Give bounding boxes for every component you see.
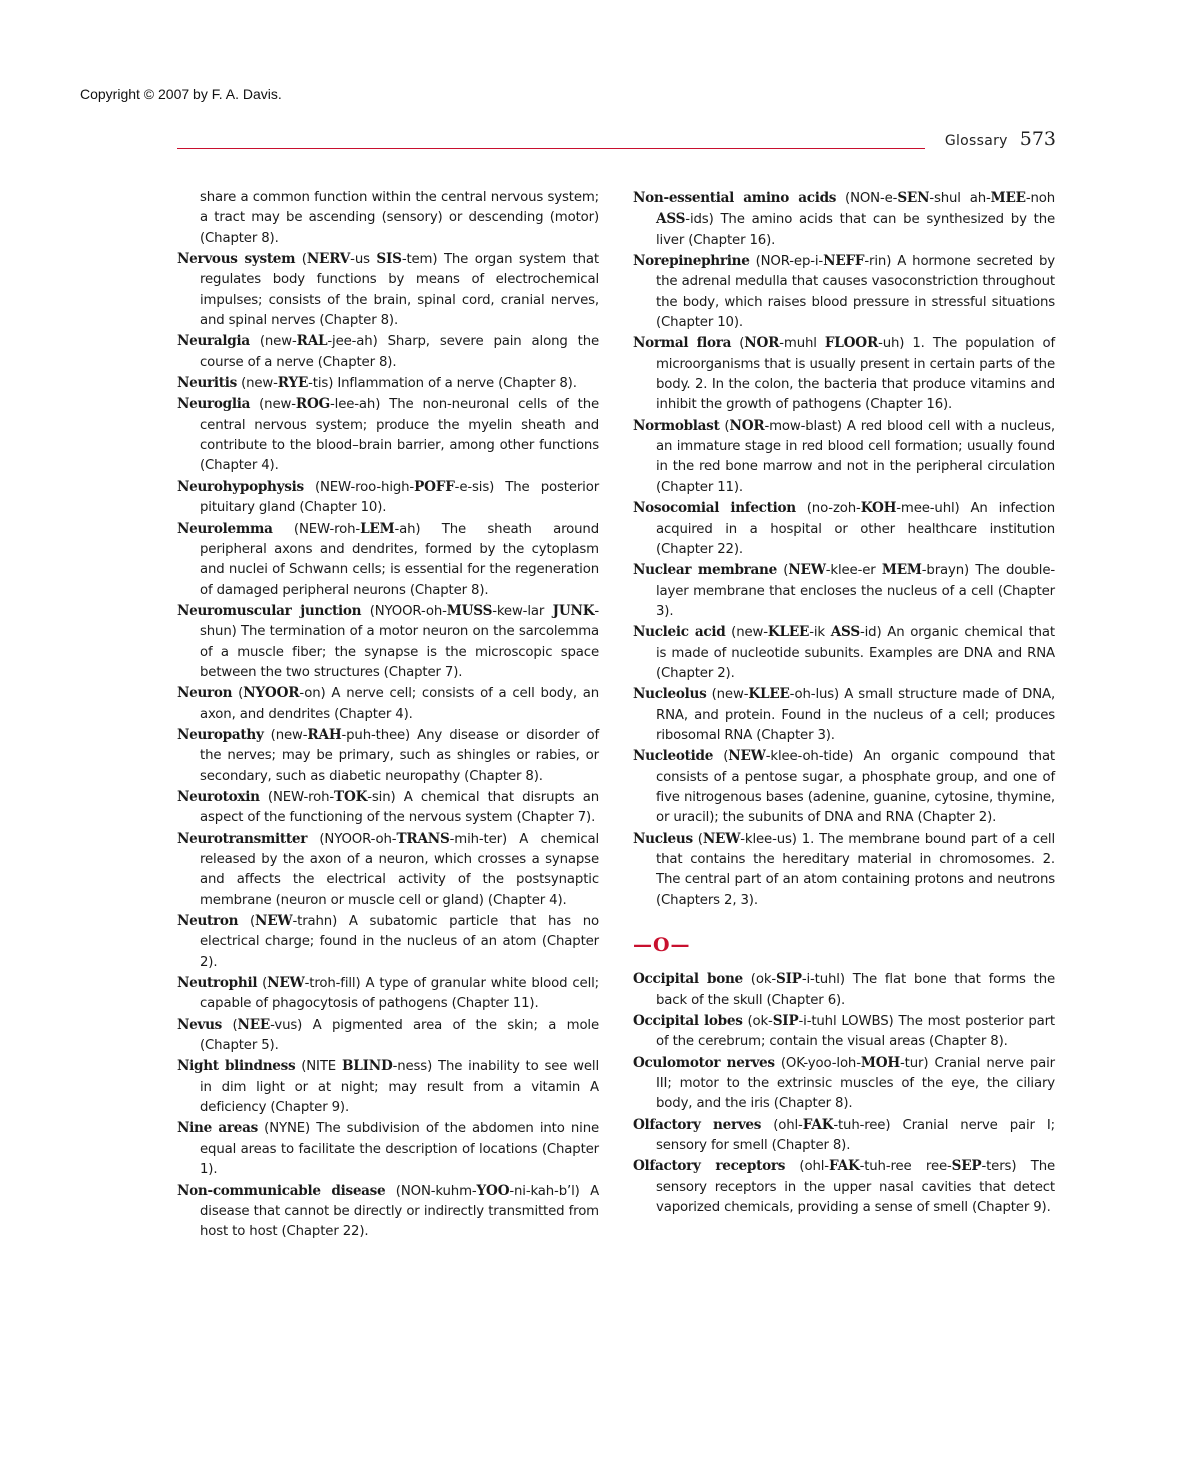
stressed-syllable: NEW bbox=[728, 748, 766, 765]
glossary-entry bbox=[633, 560, 1055, 622]
glossary-definition: The posterior pituitary gland (Chapter 10). bbox=[200, 479, 600, 516]
syllable: -mee-uhl bbox=[896, 501, 955, 517]
syllable: -tis bbox=[308, 376, 329, 392]
pronunciation: (NITE BLIND-ness) bbox=[301, 1058, 433, 1075]
syllable: -ik bbox=[809, 625, 831, 641]
glossary-entry bbox=[177, 1015, 599, 1057]
stressed-syllable: POFF bbox=[414, 478, 455, 495]
syllable: -tem bbox=[401, 252, 433, 268]
stressed-syllable: NERV bbox=[306, 251, 351, 268]
pronunciation: (new-RAH-puh-thee) bbox=[270, 726, 411, 743]
stressed-syllable: MOH bbox=[860, 1054, 900, 1071]
pronunciation: (NEW-roh-LEM-ah) bbox=[293, 520, 421, 537]
glossary-definition: A chemical that disrupts an aspect of the functioning of the nervous system (Chapter 7). bbox=[200, 789, 599, 826]
glossary-entry bbox=[177, 477, 599, 519]
glossary-term: Nucleolus bbox=[633, 686, 707, 703]
stressed-syllable: MEM bbox=[881, 562, 922, 579]
syllable: -tur bbox=[900, 1055, 924, 1071]
glossary-term: Neurotoxin bbox=[177, 788, 260, 805]
pronunciation: (new-KLEE-oh-lus) bbox=[711, 686, 840, 703]
pronunciation: (new-ROG-lee-ah) bbox=[259, 396, 381, 413]
glossary-term: Nevus bbox=[177, 1016, 223, 1033]
syllable: -klee-us bbox=[740, 831, 792, 847]
stressed-syllable: FLOOR bbox=[824, 335, 879, 352]
glossary-definition: A subatomic particle that has no electrical charge; found in the nucleus of an atom (Chapter 2). bbox=[200, 914, 600, 970]
stressed-syllable: NEW bbox=[267, 975, 305, 992]
glossary-definition: The termination of a motor neuron on the sarcolemma of a muscle fiber; the synapse is the microscopic space between the two structures (Chapter 7). bbox=[200, 624, 599, 680]
glossary-entry bbox=[633, 188, 1055, 251]
pronunciation: (NOR-muhl FLOOR-uh) bbox=[739, 335, 905, 352]
stressed-syllable: SIP bbox=[772, 1013, 799, 1030]
pronunciation: (NEW-klee-oh-tide) bbox=[723, 748, 854, 765]
page-number: 573 bbox=[1019, 128, 1056, 150]
syllable: -oh-lus bbox=[789, 687, 835, 703]
syllable: new- bbox=[264, 334, 297, 350]
glossary-entry bbox=[177, 1118, 599, 1180]
pronunciation: (NYOOR-oh-TRANS-mih-ter) bbox=[319, 830, 508, 847]
syllable: -ters bbox=[981, 1159, 1012, 1175]
glossary-entry bbox=[177, 683, 599, 725]
stressed-syllable: NOR bbox=[744, 335, 780, 352]
glossary-definition: Cranial nerve pair III; motor to the extrinsic muscles of the eye, the ciliary body, and the iris (Chapter 8). bbox=[656, 1055, 1056, 1112]
syllable: -tuh-ree ree- bbox=[859, 1159, 952, 1175]
glossary-definition: The most posterior part of the cerebrum; contain the visual areas (Chapter 8). bbox=[656, 1014, 1055, 1050]
glossary-definition: A red blood cell with a nucleus, an immature stage in red blood cell formation; usually found in the red bone marrow and not in the peripheral circulation (Chapter 11). bbox=[656, 418, 1055, 495]
pronunciation: (NYOOR-on) bbox=[238, 685, 326, 702]
pronunciation: (NEW-troh-fill) bbox=[262, 975, 361, 992]
running-head bbox=[945, 128, 1056, 150]
glossary-entry bbox=[633, 333, 1055, 415]
glossary-definition: The non-neuronal cells of the central nervous system; produce the myelin sheath and contribute to the blood–brain barrier, among other functions (Chapter 4). bbox=[200, 397, 599, 474]
glossary-term: Olfactory nerves bbox=[633, 1116, 762, 1133]
glossary-entry bbox=[177, 829, 599, 911]
syllable: -us bbox=[350, 252, 377, 268]
stressed-syllable: YOO bbox=[476, 1182, 510, 1199]
glossary-term: Neurohypophysis bbox=[177, 478, 304, 495]
glossary-entry bbox=[177, 601, 599, 683]
pronunciation: (ok-SIP-i-tuhl) bbox=[750, 971, 845, 988]
syllable: NOR-ep-i- bbox=[760, 254, 824, 270]
stressed-syllable: NYOOR bbox=[243, 685, 300, 702]
glossary-term: Norepinephrine bbox=[633, 253, 750, 270]
glossary-definition: The double-layer membrane that encloses the nucleus of a cell (Chapter 3). bbox=[656, 563, 1056, 619]
syllable: -muhl bbox=[779, 336, 825, 352]
glossary-term: Nucleotide bbox=[633, 748, 714, 765]
glossary-definition: Any disease or disorder of the nerves; may be primary, such as shingles or rabies, or secondary, such as diabetic neuropathy (Chapter 8). bbox=[200, 727, 600, 784]
syllable: -jee-ah bbox=[327, 334, 373, 350]
glossary-entry bbox=[177, 1181, 599, 1243]
syllable: -trahn bbox=[292, 914, 333, 930]
glossary-term: Non-essential amino acids bbox=[633, 190, 837, 206]
glossary-definition: The organ system that regulates body functions by means of electrochemical impulses; consists of the brain, spinal cord, cranial nerves, and spinal nerves (Chapter 8). bbox=[200, 252, 599, 329]
glossary-entry bbox=[633, 746, 1055, 828]
glossary-entry bbox=[633, 969, 1055, 1011]
glossary-entry bbox=[177, 519, 599, 601]
glossary-term: Neuron bbox=[177, 685, 233, 702]
glossary-entry bbox=[633, 498, 1055, 560]
pronunciation: (ok-SIP-i-tuhl LOWBS) bbox=[747, 1013, 894, 1030]
glossary-entry bbox=[177, 1056, 599, 1118]
syllable: -ids bbox=[685, 212, 709, 228]
syllable: -klee-oh-tide bbox=[765, 749, 849, 765]
glossary-term: Non-communicable disease bbox=[177, 1182, 386, 1199]
syllable: -e-sis bbox=[454, 479, 490, 495]
glossary-definition: The inability to see well in dim light or at night; may result from a vitamin A deficiency (Chapter 9). bbox=[200, 1059, 600, 1116]
glossary-definition: A disease that cannot be directly or indirectly transmitted from host to host (Chapter 22). bbox=[200, 1183, 600, 1240]
syllable: -rin bbox=[864, 254, 887, 270]
stressed-syllable: MUSS bbox=[446, 602, 493, 619]
glossary-term: Neutrophil bbox=[177, 975, 258, 992]
syllable: -lee-ah bbox=[330, 397, 376, 413]
stressed-syllable: BLIND bbox=[341, 1058, 393, 1075]
syllable: ok- bbox=[755, 972, 777, 988]
glossary-definition: A hormone secreted by the adrenal medulla that causes vasoconstriction throughout the body, which raises blood pressure in stressful situations (Chapter 10). bbox=[656, 254, 1056, 331]
pronunciation: (NEW-roh-TOK-sin) bbox=[267, 788, 396, 805]
pronunciation: (new-KLEE-ik ASS-id) bbox=[731, 624, 882, 641]
glossary-entry bbox=[177, 188, 599, 249]
syllable: NYNE bbox=[269, 1121, 306, 1137]
syllable: new- bbox=[716, 687, 749, 703]
stressed-syllable: ASS bbox=[830, 624, 860, 641]
pronunciation: (NOR-mow-blast) bbox=[724, 417, 842, 434]
stressed-syllable: RAL bbox=[296, 333, 328, 350]
stressed-syllable: NEFF bbox=[823, 253, 865, 270]
glossary-entry bbox=[633, 251, 1055, 333]
pronunciation: (OK-yoo-loh-MOH-tur) bbox=[780, 1054, 929, 1071]
syllable: -ah bbox=[394, 521, 416, 537]
glossary-definition: 1. The membrane bound part of a cell that contains the hereditary material in chromosomes. 2. The central part of an atom containing protons and neutrons (Chapters 2, 3). bbox=[656, 831, 1055, 908]
syllable: -shun bbox=[200, 603, 600, 640]
glossary-entry bbox=[177, 725, 599, 787]
running-head-section: Glossary bbox=[944, 133, 1008, 149]
letter-section-heading: —O— bbox=[633, 934, 691, 957]
syllable: NITE bbox=[306, 1059, 342, 1075]
syllable: NON-e- bbox=[850, 191, 898, 206]
stressed-syllable: RYE bbox=[277, 375, 309, 392]
glossary-definition: Cranial nerve pair I; sensory for smell (Chapter 8). bbox=[656, 1117, 1055, 1154]
syllable: new- bbox=[246, 376, 278, 392]
glossary-definition: An infection acquired in a hospital or other healthcare institution (Chapter 22). bbox=[656, 501, 1056, 557]
glossary-entry bbox=[177, 911, 599, 973]
syllable: OK-yoo-loh- bbox=[785, 1055, 861, 1071]
copyright-notice: Copyright © 2007 by F. A. Davis. bbox=[80, 86, 282, 102]
stressed-syllable: MEE bbox=[990, 190, 1026, 206]
syllable: ohl- bbox=[778, 1117, 803, 1133]
glossary-term: Nuclear membrane bbox=[633, 562, 777, 579]
glossary-definition: An organic chemical that is made of nucleotide subunits. Examples are DNA and RNA (Chapter 2). bbox=[656, 625, 1055, 681]
syllable: -noh bbox=[1025, 191, 1056, 206]
stressed-syllable: SEN bbox=[897, 190, 930, 206]
pronunciation: (NYOOR-oh-MUSS-kew-lar JUNK-shun) bbox=[200, 602, 600, 640]
syllable: -ni-kah-b’l bbox=[509, 1183, 575, 1199]
syllable: -tuh-ree bbox=[833, 1117, 886, 1133]
glossary-entry bbox=[177, 331, 599, 373]
glossary-entry bbox=[633, 684, 1055, 746]
glossary-entry bbox=[633, 1053, 1055, 1115]
syllable: -brayn bbox=[921, 563, 964, 579]
pronunciation: (no-zoh-KOH-mee-uhl) bbox=[806, 500, 960, 517]
glossary-term: Neuromuscular junction bbox=[177, 602, 362, 619]
glossary-definition: Inflammation of a nerve (Chapter 8). bbox=[337, 376, 577, 392]
glossary-term: Night blindness bbox=[177, 1058, 296, 1075]
glossary-term: Neuropathy bbox=[177, 726, 264, 743]
pronunciation: (NON-kuhm-YOO-ni-kah-b’l) bbox=[395, 1182, 580, 1199]
stressed-syllable: NEW bbox=[788, 562, 826, 579]
pronunciation: (NEW-klee-us) bbox=[697, 830, 797, 847]
syllable: -vus bbox=[270, 1017, 298, 1033]
glossary-definition: share a common function within the central nervous system; a tract may be ascending (sensory) or descending (motor) (Chapter 8). bbox=[200, 190, 599, 246]
stressed-syllable: NEW bbox=[702, 830, 741, 847]
glossary-entry bbox=[177, 973, 599, 1015]
glossary-term: Nine areas bbox=[177, 1120, 259, 1137]
glossary-entry bbox=[633, 1156, 1055, 1218]
glossary-term: Neuritis bbox=[177, 375, 237, 392]
syllable: NEW-roh- bbox=[298, 521, 361, 537]
syllable: -sin bbox=[367, 789, 391, 805]
pronunciation: (NEW-trahn) bbox=[249, 913, 338, 930]
glossary-term: Neurotransmitter bbox=[177, 830, 308, 847]
glossary-term: Neuroglia bbox=[177, 396, 251, 413]
glossary-entry bbox=[633, 829, 1055, 911]
syllable: -ness bbox=[392, 1059, 428, 1075]
stressed-syllable: NEE bbox=[237, 1016, 271, 1033]
glossary-entry bbox=[633, 1011, 1055, 1053]
syllable: NEW-roo-high- bbox=[320, 479, 415, 495]
glossary-term: Neuralgia bbox=[177, 333, 250, 350]
syllable: NYOOR-oh- bbox=[324, 831, 397, 847]
pronunciation: (NERV-us SIS-tem) bbox=[301, 251, 438, 268]
stressed-syllable: KOH bbox=[860, 500, 897, 517]
glossary-term: Nucleus bbox=[633, 830, 693, 847]
glossary-definition: A type of granular white blood cell; capable of phagocytosis of pathogens (Chapter 11). bbox=[200, 976, 599, 1012]
stressed-syllable: FAK bbox=[828, 1158, 860, 1175]
glossary-definition: A pigmented area of the skin; a mole (Chapter 5). bbox=[200, 1017, 600, 1054]
syllable: -i-tuhl LOWBS bbox=[798, 1014, 889, 1030]
glossary-term: Olfactory receptors bbox=[633, 1158, 786, 1175]
glossary-term: Nosocomial infection bbox=[633, 500, 796, 517]
stressed-syllable: ASS bbox=[656, 211, 686, 228]
stressed-syllable: NEW bbox=[255, 913, 293, 930]
glossary-entry bbox=[177, 249, 599, 331]
stressed-syllable: JUNK bbox=[552, 602, 595, 619]
glossary-definition: Sharp, severe pain along the course of a nerve (Chapter 8). bbox=[200, 334, 599, 370]
glossary-term: Nervous system bbox=[177, 251, 296, 268]
stressed-syllable: ROG bbox=[295, 396, 331, 413]
syllable: -troh-fill bbox=[304, 976, 356, 992]
glossary-definition: The amino acids that can be synthesized by the liver (Chapter 16). bbox=[656, 212, 1055, 248]
glossary-definition: The subdivision of the abdomen into nine equal areas to facilitate the description of locations (Chapter 1). bbox=[200, 1121, 600, 1178]
pronunciation: (NEW-roo-high-POFF-e-sis) bbox=[314, 478, 495, 495]
glossary-column-right bbox=[633, 188, 1055, 1219]
glossary-entry bbox=[633, 416, 1055, 498]
syllable: new- bbox=[275, 727, 308, 743]
stressed-syllable: SIP bbox=[776, 971, 802, 988]
syllable: NON-kuhm- bbox=[400, 1183, 477, 1199]
glossary-entry bbox=[633, 1115, 1055, 1157]
syllable: -mow-blast bbox=[764, 418, 837, 434]
syllable: ok- bbox=[752, 1014, 773, 1030]
glossary-entry bbox=[633, 622, 1055, 684]
glossary-definition: A nerve cell; consists of a cell body, an axon, and dendrites (Chapter 4). bbox=[200, 686, 600, 722]
syllable: -i-tuhl bbox=[801, 972, 840, 988]
syllable: ohl- bbox=[804, 1159, 829, 1175]
glossary-definition: A small structure made of DNA, RNA, and protein. Found in the nucleus of a cell; produces ribosomal RNA (Chapter 3). bbox=[656, 687, 1056, 743]
stressed-syllable: KLEE bbox=[767, 624, 810, 641]
glossary-definition: The flat bone that forms the back of the skull (Chapter 6). bbox=[656, 972, 1056, 1008]
glossary-definition: The sheath around peripheral axons and dendrites, formed by the cytoplasm and nuclei of Schwann cells; is essential for the regeneration of damaged peripheral neurons (Chapter 8). bbox=[200, 521, 600, 598]
pronunciation: (NON-e-SEN-shul ah-MEE-noh ASS-ids) bbox=[656, 190, 1056, 228]
pronunciation: (NOR-ep-i-NEFF-rin) bbox=[755, 253, 892, 270]
pronunciation: (ohl-FAK-tuh-ree) bbox=[773, 1116, 891, 1133]
pronunciation: (NEE-vus) bbox=[232, 1016, 303, 1033]
syllable: NEW-roh- bbox=[272, 789, 335, 805]
glossary-term: Occipital lobes bbox=[633, 1013, 743, 1030]
glossary-definition: An organic compound that consists of a pentose sugar, a phosphate group, and one of five nitrogenous bases (adenine, guanine, cytosine, thymine, or uracil); the subunits of DNA and RNA (Chapter 2). bbox=[656, 749, 1055, 826]
glossary-entry bbox=[177, 787, 599, 829]
glossary-definition: A chemical released by the axon of a neuron, which crosses a synapse and affects the electrical activity of the postsynaptic membrane (neuron or muscle cell or gland) (Chapter 4). bbox=[200, 831, 600, 908]
header-rule bbox=[177, 148, 925, 149]
pronunciation: (new-RYE-tis) bbox=[241, 375, 334, 392]
stressed-syllable: TRANS bbox=[396, 830, 450, 847]
stressed-syllable: SIS bbox=[376, 251, 402, 268]
syllable: NYOOR-oh- bbox=[374, 603, 447, 619]
glossary-term: Nucleic acid bbox=[633, 624, 726, 641]
syllable: -kew-lar bbox=[492, 603, 553, 619]
glossary-entry bbox=[177, 373, 599, 394]
syllable: -on bbox=[299, 686, 321, 702]
glossary-term: Normoblast bbox=[633, 417, 720, 434]
glossary-column-left bbox=[177, 188, 599, 1243]
syllable: -id bbox=[859, 625, 877, 641]
stressed-syllable: NOR bbox=[729, 417, 765, 434]
syllable: new- bbox=[264, 397, 296, 413]
glossary-definition: 1. The population of microorganisms that is usually present in certain parts of the body. 2. In the colon, the bacteria that produce vitamins and inhibit the growth of pathogens (Chapter 16). bbox=[656, 336, 1055, 413]
stressed-syllable: FAK bbox=[802, 1116, 834, 1133]
glossary-definition: The sensory receptors in the upper nasal cavities that detect vaporized chemicals, providing a sense of smell (Chapter 9). bbox=[656, 1159, 1055, 1216]
stressed-syllable: LEM bbox=[360, 520, 395, 537]
syllable: new- bbox=[736, 625, 768, 641]
syllable: no-zoh- bbox=[811, 501, 861, 517]
syllable: -klee-er bbox=[825, 563, 882, 579]
syllable: -uh bbox=[878, 336, 900, 352]
pronunciation: (NYNE) bbox=[264, 1121, 311, 1137]
glossary-term: Neutron bbox=[177, 913, 239, 930]
stressed-syllable: RAH bbox=[307, 726, 342, 743]
glossary-term: Neurolemma bbox=[177, 520, 273, 537]
pronunciation: (NEW-klee-er MEM-brayn) bbox=[783, 562, 970, 579]
glossary-term: Occipital bone bbox=[633, 971, 743, 988]
glossary-entry bbox=[177, 394, 599, 476]
stressed-syllable: SEP bbox=[951, 1158, 982, 1175]
syllable: -shul ah- bbox=[929, 191, 991, 206]
syllable: -mih-ter bbox=[449, 831, 502, 847]
glossary-term: Oculomotor nerves bbox=[633, 1054, 775, 1071]
stressed-syllable: KLEE bbox=[748, 686, 790, 703]
pronunciation: (ohl-FAK-tuh-ree ree-SEP-ters) bbox=[799, 1158, 1017, 1175]
syllable: -puh-thee bbox=[341, 727, 406, 743]
pronunciation: (new-RAL-jee-ah) bbox=[259, 333, 378, 350]
stressed-syllable: TOK bbox=[334, 788, 368, 805]
glossary-term: Normal flora bbox=[633, 335, 732, 352]
